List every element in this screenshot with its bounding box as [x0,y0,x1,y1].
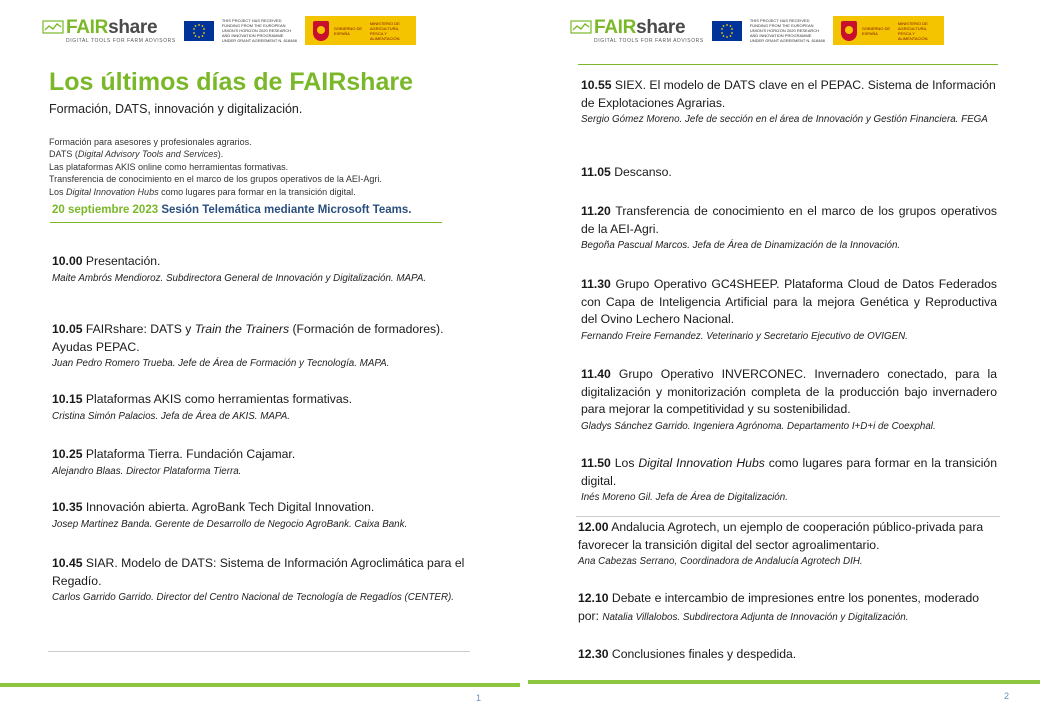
agenda-item: 10.25 Plataforma Tierra. Fundación Cajamar. Alejandro Blaas. Director Plataforma Tierra. [52,447,296,477]
agenda-item: 12.00 Andalucia Agrotech, un ejemplo de cooperación público-privada para favorecer la transición digital del sector agroalimentario. Ana Cabezas Serrano, Coordinadora de Andalucía Agrotech DIH. [578,520,984,567]
eu-flag-icon [712,21,742,41]
government-logo: GOBIERNO DE ESPAÑA MINISTERIO DE AGRICULTURA, PESCA Y ALIMENTACIÓN [833,16,944,45]
page-number: 2 [1004,691,1010,701]
session-info [52,204,411,216]
header-logos [42,16,416,45]
header-logos [570,16,944,45]
agenda-item: 10.35 Innovación abierta. AgroBank Tech Digital Innovation. Josep Martinez Banda. Gerente de Desarrollo de Negocio AgroBank. Caixa Bank. [52,500,408,530]
intro-topics: Formación para asesores y profesionales agrarios. DATS (Digital Advisory Tools and Services). Las plataformas AKIS online como herramientas formativas. Transferencia de conocimiento en el marco de los grupos operativos de la AEI-Agri. Los Digital Innovation Hubs como lugares para formar en la transición digital. [49,137,382,197]
eu-flag-icon [184,21,214,41]
agenda-item: 12.10 Debate e intercambio de impresiones entre los ponentes, moderado por: Natalia Villalobos. Subdirectora Adjunta de Innovación y Digitalización. [578,591,980,623]
page-subtitle: Formación, DATS, innovación y digitalización. [49,102,303,116]
chart-line-icon [42,20,64,34]
government-logo: GOBIERNO DE ESPAÑA MINISTERIO DE AGRICULTURA, PESCA Y ALIMENTACIÓN [305,16,416,45]
session-text: Sesión Telemática mediante Microsoft Teams. [161,204,412,216]
chart-line-icon [570,20,592,34]
agenda-item: 11.50 Los Digital Innovation Hubs como lugares para formar en la transición digital. Inés Moreno Gil. Jefa de Área de Digitalización. [581,456,997,503]
fairshare-logo: FAIRshare DIGITAL TOOLS FOR FARM ADVISORS [42,18,176,44]
agenda-item: 10.15 Plataformas AKIS como herramientas formativas. Cristina Simón Palacios. Jefa de Área de AKIS. MAPA. [52,392,353,422]
agenda-item: 11.20 Transferencia de conocimiento en el marco de los grupos operativos de la AEI-Agri. Begoña Pascual Marcos. Jefa de Área de Dinamización de la Innovación. [581,204,997,251]
footer-divider [48,651,470,652]
agenda-item: 10.00 Presentación. Maite Ambrós Mendioroz. Subdirectora General de Innovación y Digitalización. MAPA. [52,254,427,284]
agenda-item: 11.30 Grupo Operativo GC4SHEEP. Plataforma Cloud de Datos Federados con Capa de Inteligencia Artificial para la mejora Genética y Reproductiva del Ovino Lechero Nacional. Fernando Freire Fernandez. Veterinario y Secretario Ejecutivo de OVIGEN. [581,277,997,342]
agenda-item: 10.55 SIEX. El modelo de DATS clave en el PEPAC. Sistema de Información de Explotaciones Agrarias. Sergio Gómez Moreno. Jefe de sección en el área de Innovación y Gestión Financiera. FEGA [581,78,996,125]
program-page-2 [520,0,1040,720]
eu-funding-text: THIS PROJECT HAS RECEIVED FUNDING FROM THE EUROPEAN UNION'S HORIZON 2020 RESEARCH AND INNOVATION PROGRAMME UNDER GRANT AGREEMENT N. 818488 [221,18,297,43]
session-date: 20 septiembre 2023 [52,204,159,216]
footer-bar [0,683,520,687]
page-title: Los últimos días de FAIRshare [49,68,413,96]
agenda-item: 10.45 SIAR. Modelo de DATS: Sistema de Información Agroclimática para el Regadío. Carlos Garrido Garrido. Director del Centro Nacional de Tecnología de Regadíos (CENTER). [52,556,465,603]
coat-of-arms-icon [841,21,857,41]
page-number: 1 [476,693,482,703]
fairshare-logo: FAIRshare DIGITAL TOOLS FOR FARM ADVISORS [570,18,704,44]
header-divider [578,64,998,65]
footer-bar [528,680,1040,684]
agenda-item: 11.05 Descanso. [581,165,672,179]
section-divider [50,222,442,223]
agenda-item: 11.40 Grupo Operativo INVERCONEC. Invernadero conectado, para la digitalización y monitorización completa de la producción bajo invernadero para mejorar la competitividad y su sostenibilidad. Gladys Sánchez Garrido. Ingeniera Agrónoma. Departamento I+D+i de Coexphal. [581,367,997,432]
section-divider [576,516,1000,517]
agenda-item: 10.05 FAIRshare: DATS y Train the Trainers (Formación de formadores). Ayudas PEPAC. Juan Pedro Romero Trueba. Jefe de Área de Formación y Tecnología. MAPA. [52,322,444,369]
coat-of-arms-icon [313,21,329,41]
eu-funding-text: THIS PROJECT HAS RECEIVED FUNDING FROM THE EUROPEAN UNION'S HORIZON 2020 RESEARCH AND INNOVATION PROGRAMME UNDER GRANT AGREEMENT N. 818488 [749,18,825,43]
agenda-item: 12.30 Conclusiones finales y despedida. [578,647,797,661]
